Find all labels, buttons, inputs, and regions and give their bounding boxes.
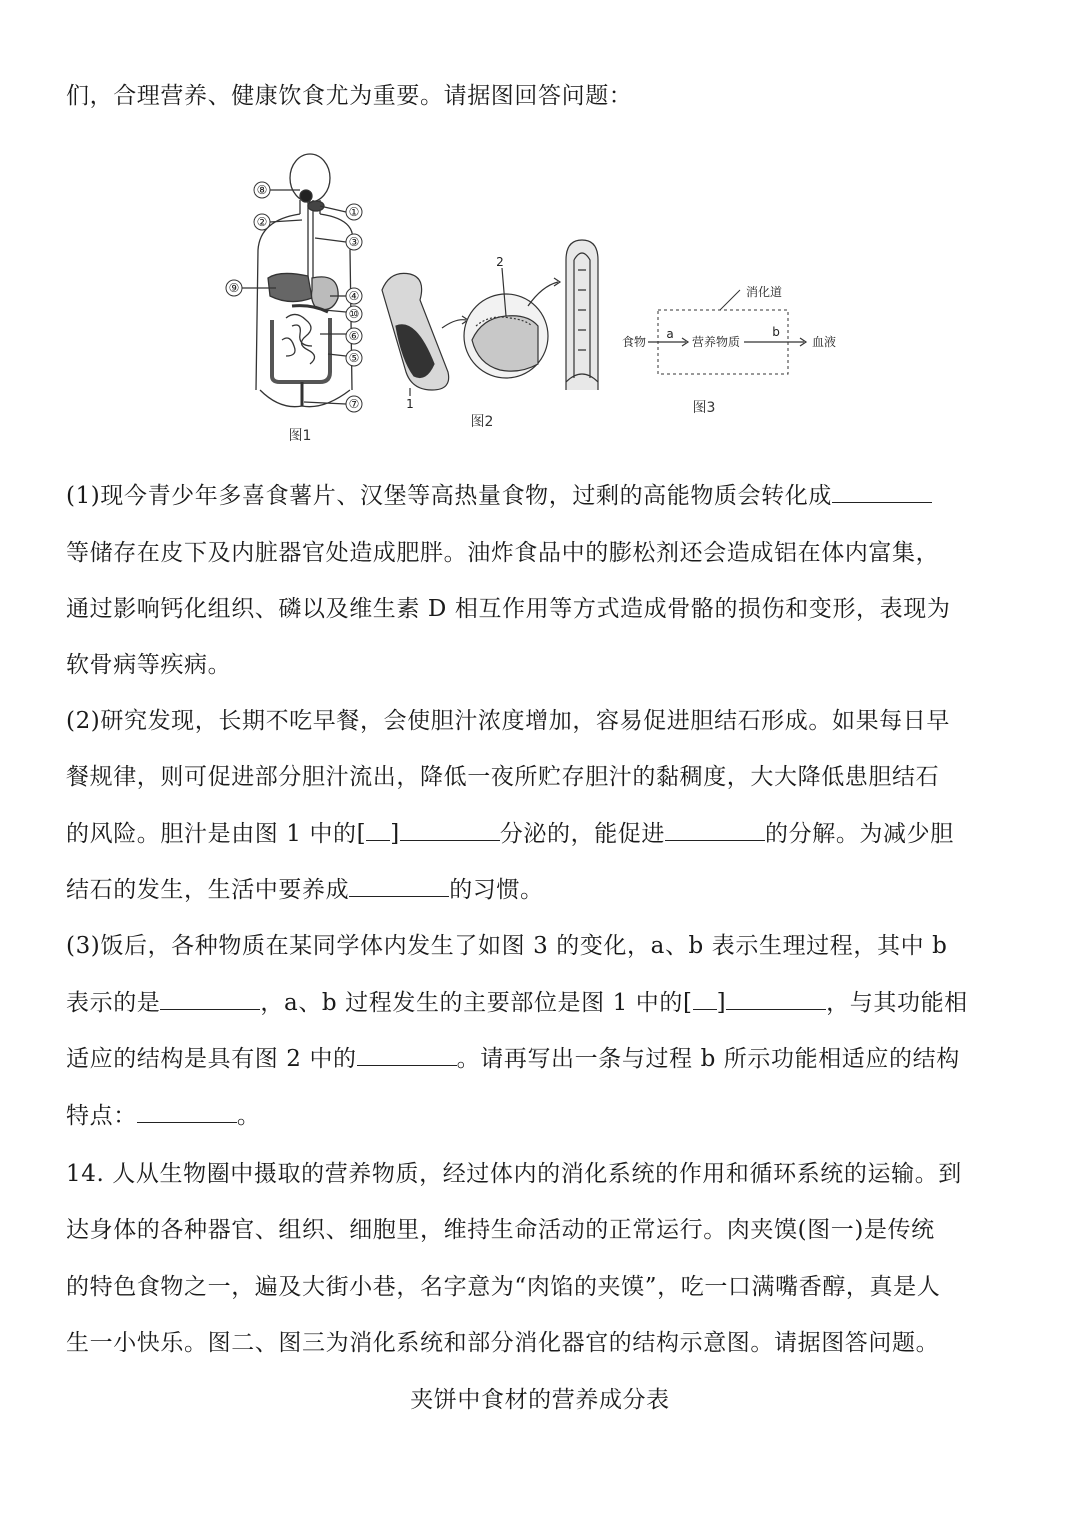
- fig1-label-9: ⑨: [228, 281, 240, 295]
- fig1-caption: 图1: [288, 428, 312, 444]
- q2-organ-blank[interactable]: [400, 818, 500, 841]
- q2-substance-blank[interactable]: [665, 818, 765, 841]
- fig1-label-7: ⑦: [348, 397, 360, 411]
- fig3-label-b: b: [772, 325, 780, 339]
- q14-line-1: 14. 人从生物圈中摄取的营养物质，经过体内的消化系统的作用和循环系统的运输。到: [66, 1161, 962, 1187]
- fig1-label-5: ⑤: [348, 351, 360, 365]
- q14-line-3: 的特色食物之一，遍及大街小巷，名字意为“肉馅的夹馍”，吃一口满嘴香醇，真是人: [66, 1274, 941, 1300]
- fig2-label-2: 2: [496, 255, 504, 269]
- intro-line: 们，合理营养、健康饮食尤为重要。请据图回答问题：: [66, 83, 633, 109]
- q3-text-2d: ，与其功能相: [826, 990, 968, 1016]
- fig2-label-1: 1: [406, 397, 414, 411]
- fig1-label-1: ①: [348, 205, 360, 219]
- q2-habit-blank[interactable]: [349, 874, 449, 897]
- figure-svg: [220, 150, 860, 450]
- fig2-caption: 图2: [470, 414, 494, 430]
- fig3-food: 食物: [621, 335, 647, 349]
- fig3-label-a: a: [666, 327, 674, 341]
- figure-digestive-system: [220, 150, 860, 450]
- fig1-label-4: ④: [348, 289, 360, 303]
- q3-feature-blank[interactable]: [137, 1100, 237, 1123]
- fig1-label-2: ②: [256, 215, 268, 229]
- q3-number-blank[interactable]: [693, 987, 717, 1010]
- fig1-label-10: ⑩: [348, 307, 360, 321]
- q1-line-3: 通过影响钙化组织、磷以及维生素 D 相互作用等方式造成骨骼的损伤和变形，表现为: [66, 596, 951, 622]
- q3-text-3a: 适应的结构是具有图 2 中的: [66, 1046, 357, 1072]
- q3-structure-blank[interactable]: [357, 1043, 457, 1066]
- q1-text-1: (1)现今青少年多喜食薯片、汉堡等高热量食物，过剩的高能物质会转化成: [66, 483, 832, 509]
- q2-text-3a: 的风险。胆汁是由图 1 中的[: [66, 821, 367, 847]
- table-title: 夹饼中食材的营养成分表: [410, 1387, 670, 1413]
- q2-line-1: (2)研究发现，长期不吃早餐，会使胆汁浓度增加，容易促进胆结石形成。如果每日早: [66, 708, 950, 734]
- q3-organ-blank[interactable]: [726, 987, 826, 1010]
- q14-line-4: 生一小快乐。图二、图三为消化系统和部分消化器官的结构示意图。请据图答问题。: [66, 1330, 940, 1356]
- q2-text-4b: 的习惯。: [449, 877, 544, 903]
- q2-line-3: [66, 818, 1026, 850]
- q3-text-2b: ，a、b 过程发生的主要部位是图 1 中的[: [260, 990, 693, 1016]
- q2-text-3b: ]: [390, 821, 400, 847]
- q3-line-1: (3)饭后，各种物质在某同学体内发生了如图 3 的变化，a、b 表示生理过程，其中 b: [66, 933, 948, 959]
- q1-line-2: 等储存在皮下及内脏器官处造成肥胖。油炸食品中的膨松剂还会造成铝在体内富集，: [66, 540, 940, 566]
- fig1-label-6: ⑥: [348, 329, 360, 343]
- fig3-blood: 血液: [811, 335, 837, 349]
- q2-line-2: 餐规律，则可促进部分胆汁流出，降低一夜所贮存胆汁的黏稠度，大大降低患胆结石: [66, 764, 940, 790]
- q3-line-3: [66, 1043, 1026, 1075]
- q3-text-3b: 。请再写出一条与过程 b 所示功能相适应的结构: [456, 1046, 960, 1072]
- q2-number-blank[interactable]: [366, 818, 390, 841]
- q2-text-4a: 结石的发生，生活中要养成: [66, 877, 350, 903]
- q1-line-1: [66, 480, 1026, 512]
- fig3-flow-diagram: [622, 284, 836, 374]
- q2-text-3d: 的分解。为减少胆: [765, 821, 954, 847]
- q3-line-4: [66, 1100, 1026, 1132]
- fig3-caption: 图3: [692, 400, 716, 416]
- fig2-intestine-diagram: [382, 240, 598, 396]
- q3-text-2c: ]: [716, 990, 727, 1016]
- q3-text-2a: 表示的是: [66, 990, 161, 1016]
- q1-line-4: 软骨病等疾病。: [66, 652, 232, 678]
- fig3-nutrient: 营养物质: [691, 335, 741, 349]
- q1-answer-blank[interactable]: [832, 480, 932, 503]
- fig1-label-3: ③: [348, 235, 360, 249]
- q3-text-4b: 。: [236, 1103, 261, 1129]
- q3-process-blank[interactable]: [160, 987, 260, 1010]
- q3-text-4a: 特点：: [66, 1103, 137, 1129]
- q2-line-4: [66, 874, 1026, 906]
- q2-text-3c: 分泌的，能促进: [499, 821, 666, 847]
- q3-line-2: [66, 987, 1026, 1019]
- q14-line-2: 达身体的各种器官、组织、细胞里，维持生命活动的正常运行。肉夹馍(图一)是传统: [66, 1217, 935, 1243]
- fig1-label-8: ⑧: [256, 183, 268, 197]
- fig3-box-label: 消化道: [745, 285, 783, 299]
